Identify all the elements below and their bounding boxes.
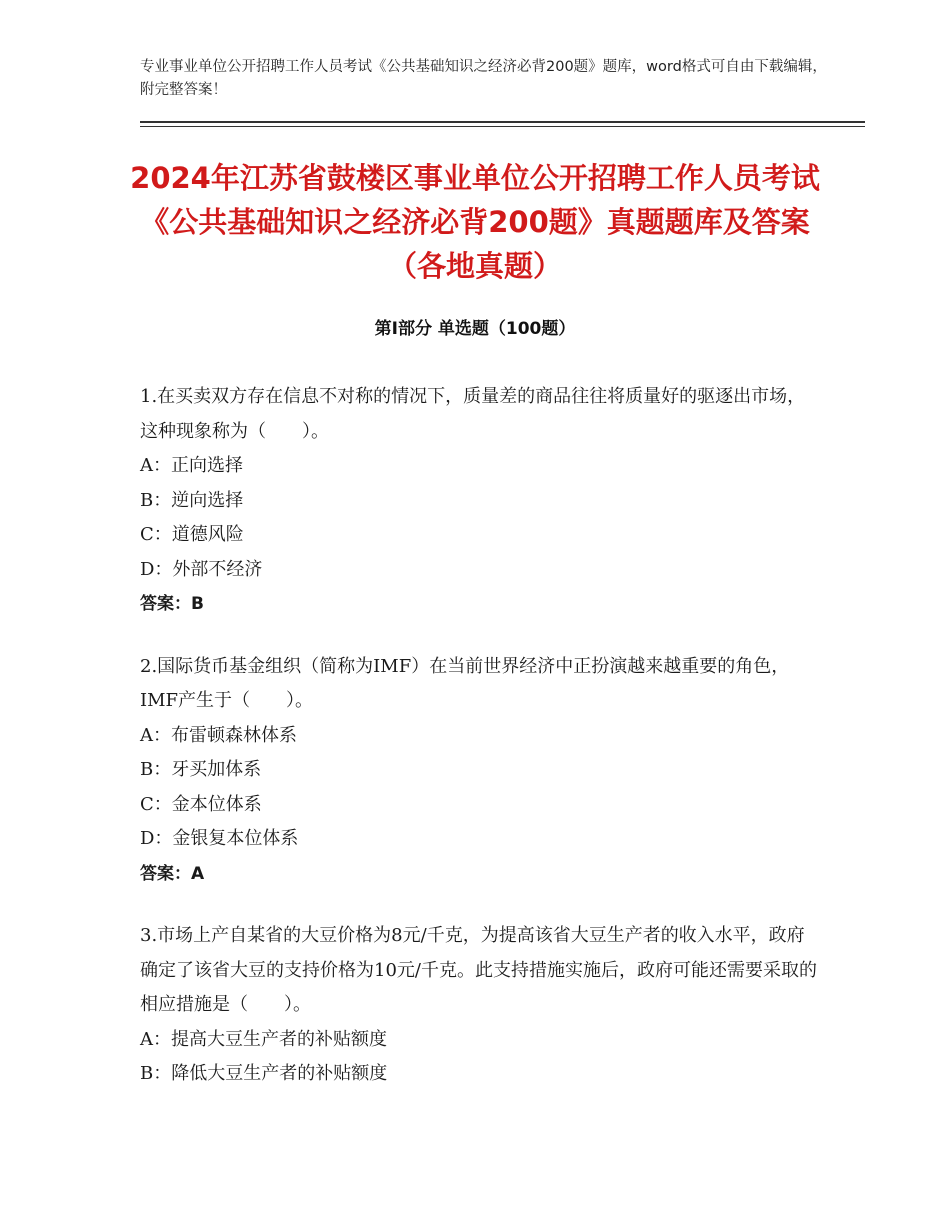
option-b: B：降低大豆生产者的补贴额度 bbox=[140, 1063, 388, 1084]
document-title: 2024年江苏省鼓楼区事业单位公开招聘工作人员考试《公共基础知识之经济必背200题》真题题库及答案（各地真题） bbox=[130, 161, 820, 283]
question-stem: 2.国际货币基金组织（简称为IMF）在当前世界经济中正扮演越来越重要的角色，IMF产生于（ ）。 bbox=[140, 655, 790, 711]
answer: 答案：A bbox=[140, 863, 205, 884]
option-d: D：金银复本位体系 bbox=[140, 828, 299, 849]
header-divider-thin bbox=[140, 126, 865, 127]
question-2 bbox=[140, 650, 820, 892]
option-c: C：道德风险 bbox=[140, 524, 244, 545]
option-c: C：金本位体系 bbox=[140, 793, 262, 815]
option-d: D：外部不经济 bbox=[140, 558, 263, 580]
option-b: B：牙买加体系 bbox=[140, 759, 262, 780]
header-note: 专业事业单位公开招聘工作人员考试《公共基础知识之经济必背200题》题库，word格式可自由下载编辑，附完整答案！ bbox=[140, 59, 827, 98]
option-a: A：布雷顿森林体系 bbox=[140, 724, 297, 746]
question-3 bbox=[140, 919, 820, 1092]
option-a: A：正向选择 bbox=[140, 455, 243, 476]
question-stem: 1.在买卖双方存在信息不对称的情况下，质量差的商品往往将质量好的驱逐出市场，这种现象称为（ ）。 bbox=[140, 386, 806, 442]
header-divider-thick bbox=[140, 121, 865, 123]
answer: 答案：B bbox=[140, 594, 204, 614]
option-b: B：逆向选择 bbox=[140, 489, 244, 511]
question-list bbox=[140, 380, 820, 1120]
option-a: A：提高大豆生产者的补贴额度 bbox=[140, 1028, 387, 1050]
question-1 bbox=[140, 380, 820, 622]
section-title: 第Ⅰ部分 单选题（100题） bbox=[374, 319, 576, 339]
question-stem: 3.市场上产自某省的大豆价格为8元/千克，为提高该省大豆生产者的收入水平，政府确定了该省大豆的支持价格为10元/千克。此支持措施实施后，政府可能还需要采取的相应措施是（ ）。 bbox=[140, 925, 817, 1015]
